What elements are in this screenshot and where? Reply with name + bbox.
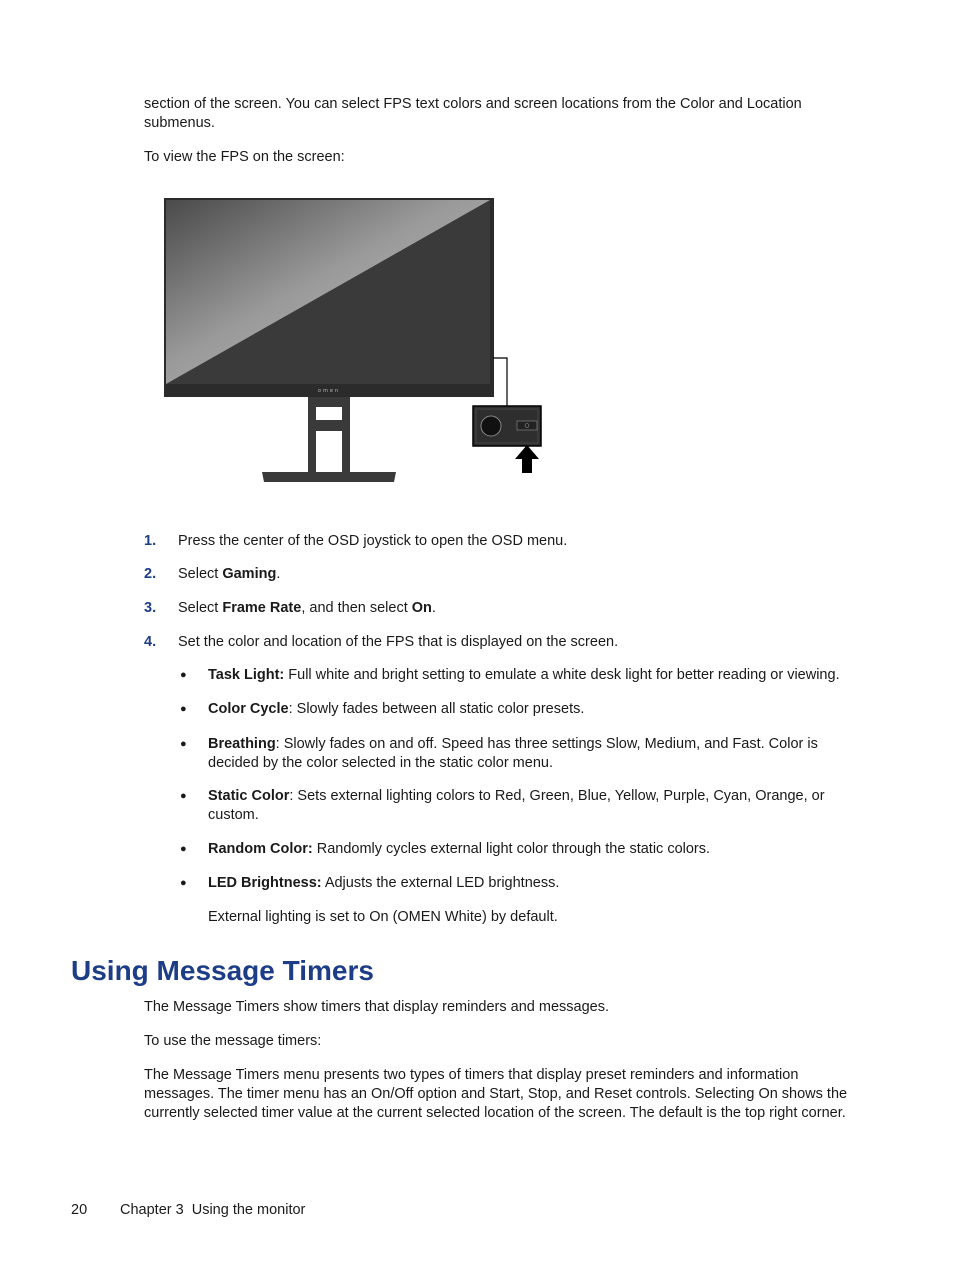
intro-paragraph: section of the screen. You can select FPS text colors and screen locations from the Color and Location submenus.: [144, 96, 802, 131]
step-text: Press the center of the OSD joystick to open the OSD menu.: [178, 533, 568, 549]
step-text: Set the color and location of the FPS that is displayed on the screen.: [178, 634, 619, 650]
bullet-text: : Sets external lighting colors to Red, Green, Blue, Yellow, Purple, Cyan, Orange, or custom.: [208, 788, 825, 823]
intro-instruction: To view the FPS on the screen:: [144, 149, 345, 165]
section-paragraph-1: The Message Timers show timers that display reminders and messages.: [144, 999, 609, 1015]
step-number: 1.: [144, 533, 157, 549]
section-paragraph-2: To use the message timers:: [144, 1033, 322, 1049]
bullet-term: Breathing: [208, 736, 276, 752]
step-number: 4.: [144, 634, 157, 650]
section-heading: Using Message Timers: [71, 955, 374, 986]
osd-joystick: [481, 416, 501, 436]
bullet-term: Color Cycle: [208, 701, 289, 717]
bullet-text: Adjusts the external LED brightness.: [321, 875, 560, 891]
step-text: Select Frame Rate, and then select On.: [178, 600, 436, 616]
bullet-term: Random Color:: [208, 841, 313, 857]
page-number: 20: [71, 1202, 88, 1218]
step-number: 2.: [144, 566, 157, 582]
callout-line: [493, 358, 507, 406]
bullet-note: External lighting is set to On (OMEN White) by default.: [208, 909, 558, 925]
bullet-term: LED Brightness:: [208, 875, 322, 891]
brand-logo: omen: [317, 388, 341, 394]
power-button: [517, 421, 537, 430]
chapter-title: Chapter 3 Using the monitor: [120, 1202, 306, 1218]
bullet-text: Full white and bright setting to emulate a white desk light for better reading or viewing.: [284, 667, 840, 683]
step-number: 3.: [144, 600, 157, 616]
bullet-text: : Slowly fades between all static color presets.: [288, 701, 585, 717]
up-arrow-icon: [515, 445, 539, 473]
stand-base: [262, 472, 396, 482]
bullet-dot: ●: [180, 703, 187, 715]
bullet-text: : Slowly fades on and off. Speed has three settings Slow, Medium, and Fast. Color is decided by the color selected in the static color menu.: [208, 736, 818, 771]
bullet-dot: ●: [180, 877, 187, 889]
step-text: Select Gaming.: [178, 566, 281, 582]
bullet-dot: ●: [180, 669, 187, 681]
bullet-dot: ●: [180, 738, 187, 750]
bullet-dot: ●: [180, 843, 187, 855]
section-paragraph-3: The Message Timers menu presents two types of timers that display preset reminders and information messages. The timer menu has an On/Off option and Start, Stop, and Reset controls. Selecting On shows the currently selected timer value at the current selected location of the screen. The default is the top right corner.: [144, 1067, 848, 1121]
bullet-text: Randomly cycles external light color through the static colors.: [312, 841, 711, 857]
bullet-term: Task Light:: [208, 667, 285, 683]
bullet-term: Static Color: [208, 788, 290, 804]
bullet-dot: ●: [180, 790, 187, 802]
monitor-illustration: [160, 195, 550, 490]
